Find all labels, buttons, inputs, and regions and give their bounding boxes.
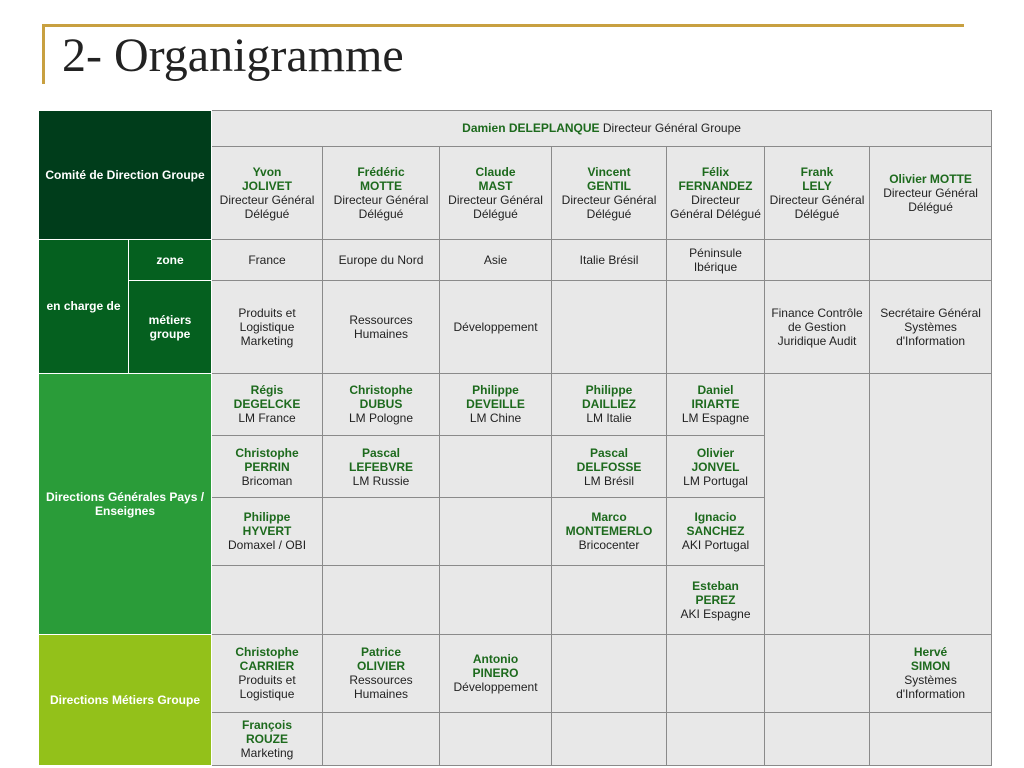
director-cell: Vincent GENTIL Directeur Général Délégué <box>552 146 667 239</box>
empty-cell <box>323 712 440 765</box>
metier-director-cell: Christophe CARRIER Produits et Logistique <box>212 635 323 713</box>
director-cell: Frank LELY Directeur Général Délégué <box>765 146 870 239</box>
zone-cell: Péninsule Ibérique <box>667 239 765 280</box>
metier-cell <box>552 280 667 373</box>
empty-cell <box>870 373 992 635</box>
country-director-cell: Christophe PERRIN Bricoman <box>212 435 323 497</box>
page-title: 2- Organigramme <box>62 29 404 82</box>
empty-cell <box>552 635 667 713</box>
row-label-dmg: Directions Métiers Groupe <box>39 635 212 766</box>
org-chart-table <box>38 110 992 766</box>
director-cell: Claude MAST Directeur Général Délégué <box>440 146 552 239</box>
country-director-cell: Olivier JONVEL LM Portugal <box>667 435 765 497</box>
metier-director-cell: Hervé SIMON Systèmes d'Information <box>870 635 992 713</box>
row-label-metiers: métiers groupe <box>129 280 212 373</box>
zone-cell <box>765 239 870 280</box>
zone-cell: Italie Brésil <box>552 239 667 280</box>
empty-cell <box>667 712 765 765</box>
empty-cell <box>552 565 667 634</box>
country-director-cell: Marco MONTEMERLO Bricocenter <box>552 498 667 565</box>
country-director-cell: Pascal DELFOSSE LM Brésil <box>552 435 667 497</box>
row-label-zone: zone <box>129 239 212 280</box>
country-director-cell: Pascal LEFEBVRE LM Russie <box>323 435 440 497</box>
metier-cell: Secrétaire Général Systèmes d'Information <box>870 280 992 373</box>
title-rule-horizontal <box>42 24 964 27</box>
metier-director-cell: Antonio PINERO Développement <box>440 635 552 713</box>
ceo-role: Directeur Général Groupe <box>602 121 741 136</box>
empty-cell <box>323 565 440 634</box>
empty-cell <box>765 712 870 765</box>
zone-cell <box>870 239 992 280</box>
director-cell: Félix FERNANDEZ Directeur Général Délégué <box>667 146 765 239</box>
empty-cell <box>440 565 552 634</box>
row-label-comite: Comité de Direction Groupe <box>39 111 212 240</box>
title-rule-vertical <box>42 24 45 84</box>
row-label-dgp: Directions Générales Pays / Enseignes <box>39 373 212 635</box>
ceo-name: Damien DELEPLANQUE <box>462 121 600 136</box>
country-director-cell: Philippe DEVEILLE LM Chine <box>440 373 552 435</box>
ceo-cell <box>212 111 992 147</box>
empty-cell <box>552 712 667 765</box>
zone-cell: Asie <box>440 239 552 280</box>
metier-cell: Finance Contrôle de Gestion Juridique Audit <box>765 280 870 373</box>
country-director-cell: Ignacio SANCHEZ AKI Portugal <box>667 498 765 565</box>
country-director-cell: Esteban PEREZ AKI Espagne <box>667 565 765 634</box>
country-director-cell: Daniel IRIARTE LM Espagne <box>667 373 765 435</box>
director-cell: Yvon JOLIVET Directeur Général Délégué <box>212 146 323 239</box>
director-cell: Frédéric MOTTE Directeur Général Délégué <box>323 146 440 239</box>
empty-cell <box>765 635 870 713</box>
row-label-en-charge: en charge de <box>39 239 129 373</box>
director-cell: Olivier MOTTE Directeur Général Délégué <box>870 146 992 239</box>
metier-cell: Développement <box>440 280 552 373</box>
country-director-cell: Christophe DUBUS LM Pologne <box>323 373 440 435</box>
metier-director-cell: Patrice OLIVIER Ressources Humaines <box>323 635 440 713</box>
empty-cell <box>870 712 992 765</box>
zone-cell: France <box>212 239 323 280</box>
empty-cell <box>765 373 870 635</box>
metier-director-cell: François ROUZE Marketing <box>212 712 323 765</box>
country-director-cell: Philippe DAILLIEZ LM Italie <box>552 373 667 435</box>
metier-cell <box>667 280 765 373</box>
empty-cell <box>323 498 440 565</box>
empty-cell <box>440 712 552 765</box>
empty-cell <box>440 435 552 497</box>
country-director-cell: Régis DEGELCKE LM France <box>212 373 323 435</box>
org-chart <box>38 110 991 766</box>
empty-cell <box>440 498 552 565</box>
country-director-cell: Philippe HYVERT Domaxel / OBI <box>212 498 323 565</box>
metier-cell: Ressources Humaines <box>323 280 440 373</box>
empty-cell <box>212 565 323 634</box>
zone-cell: Europe du Nord <box>323 239 440 280</box>
empty-cell <box>667 635 765 713</box>
metier-cell: Produits et Logistique Marketing <box>212 280 323 373</box>
